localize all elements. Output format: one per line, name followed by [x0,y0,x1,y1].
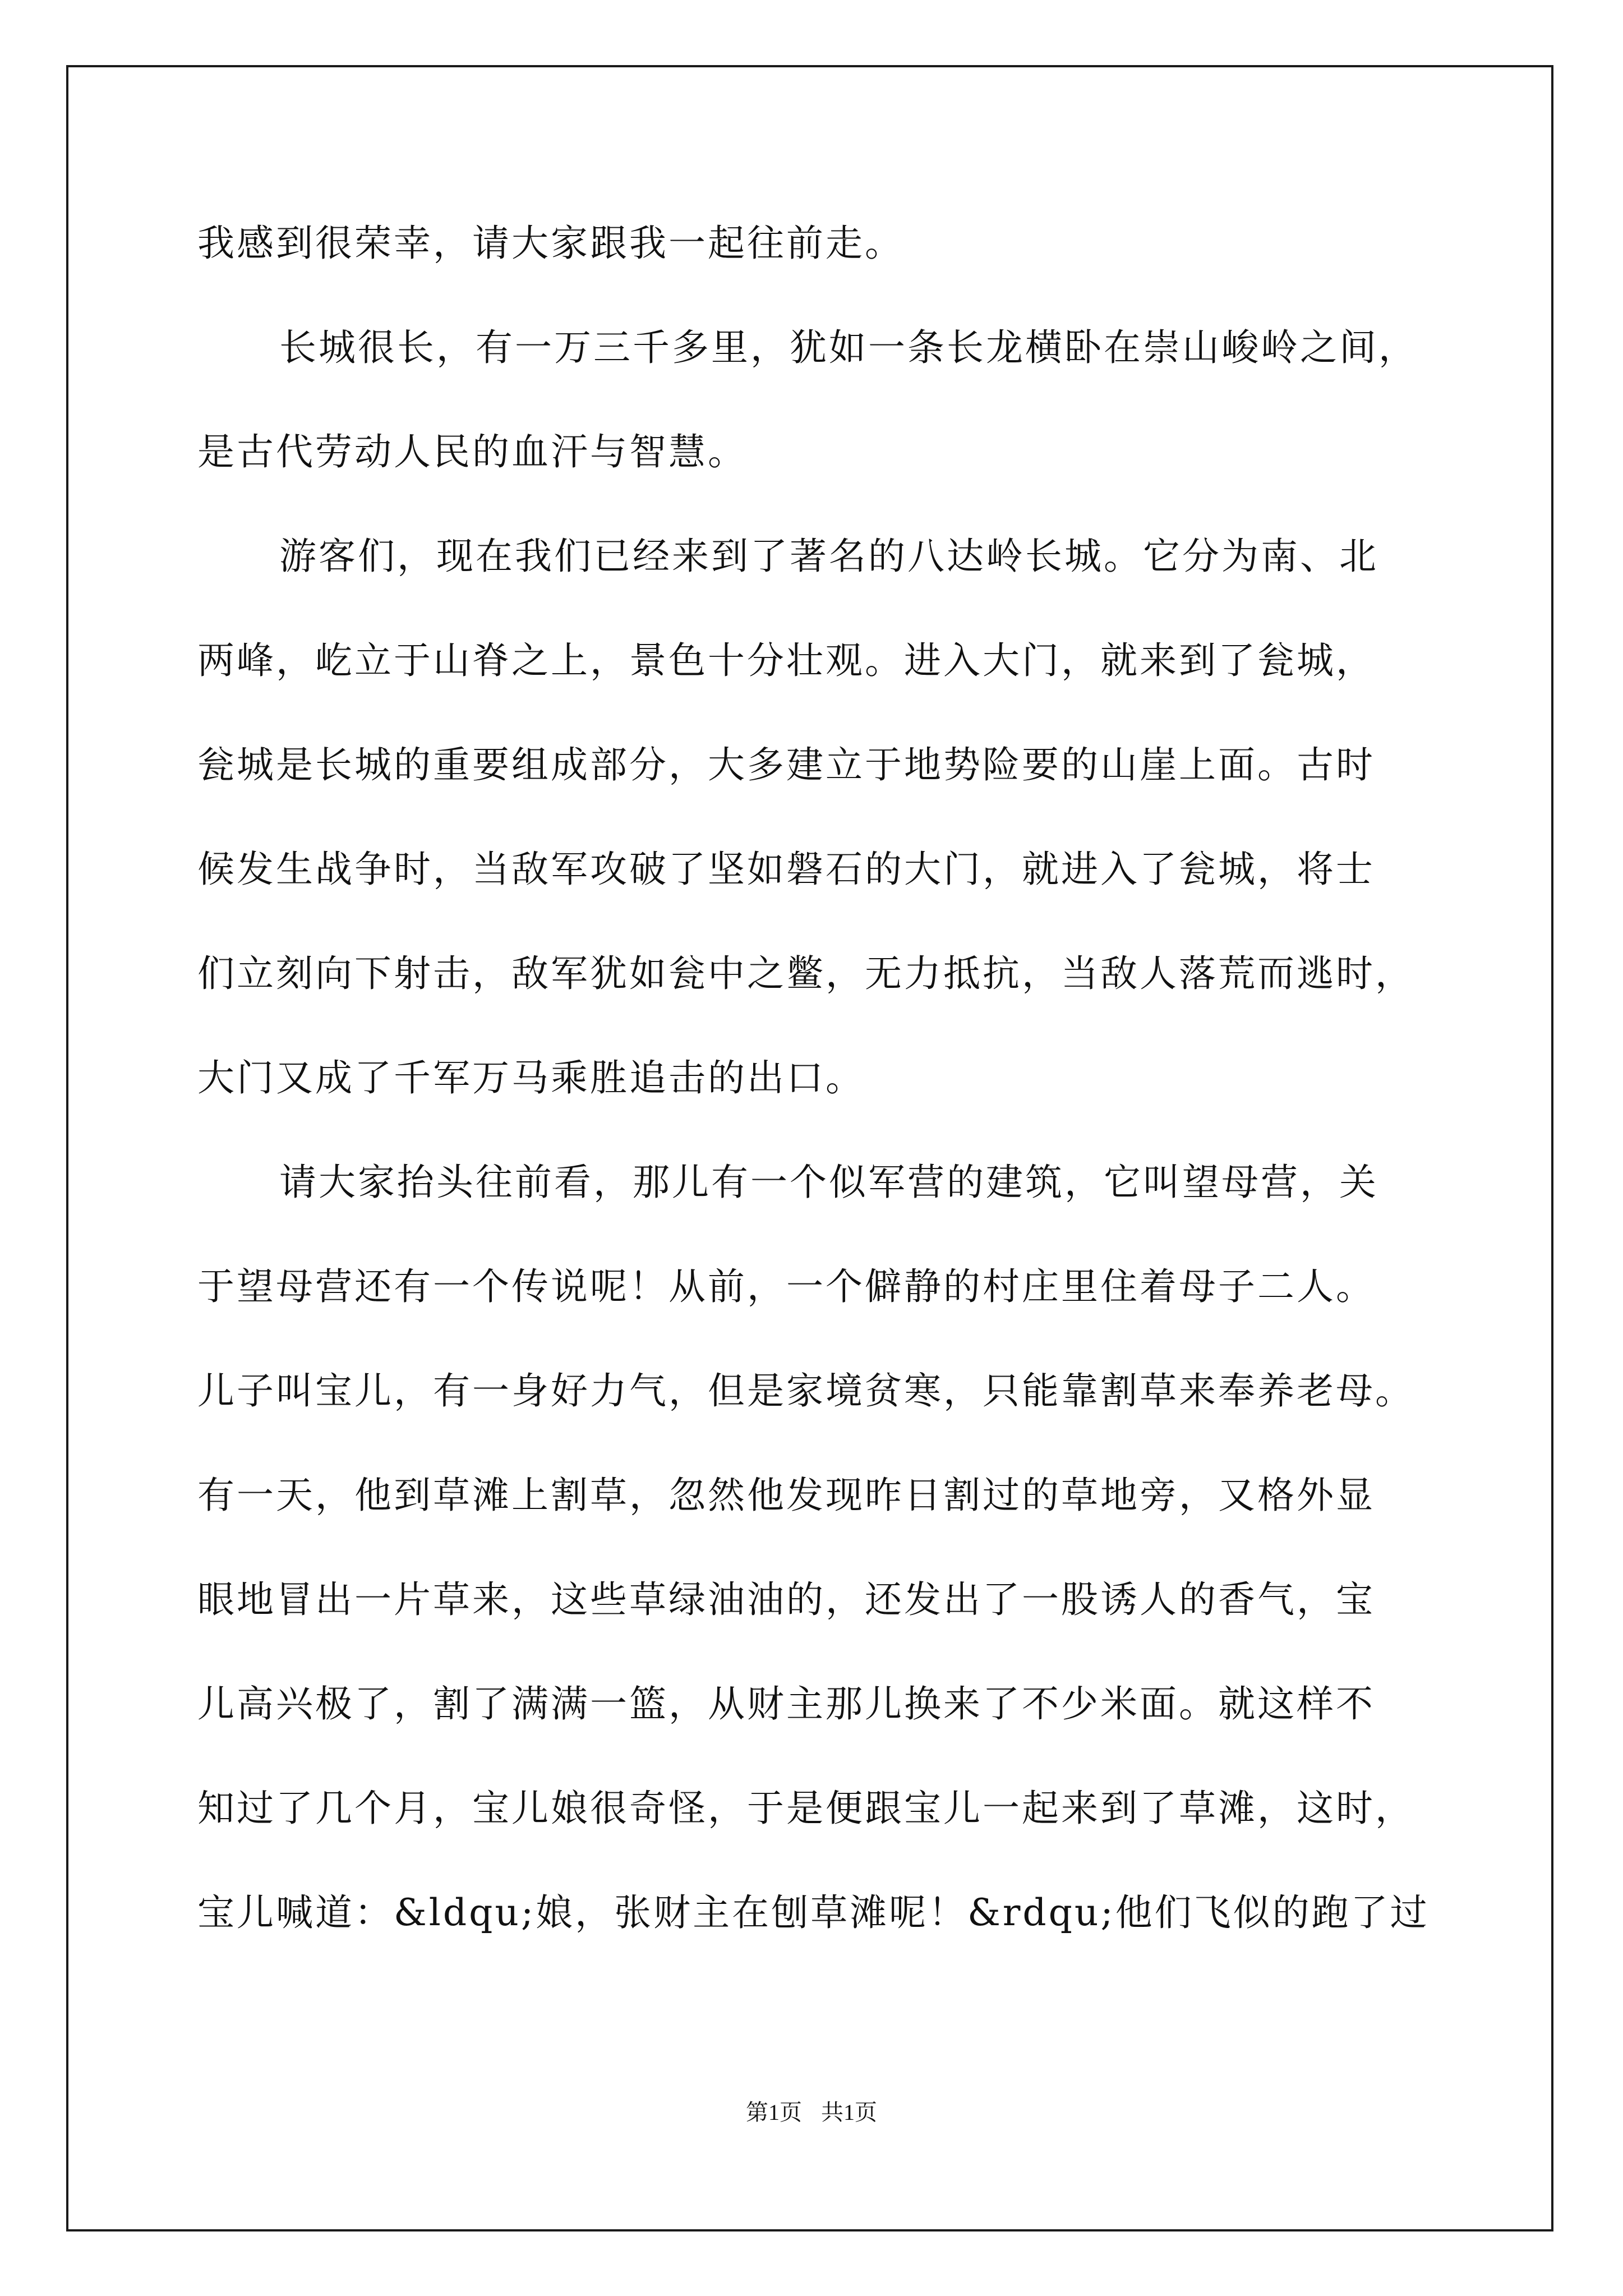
text-line: 于望母营还有一个传说呢！从前，一个僻静的村庄里住着母子二人。 [197,1265,1375,1308]
text-line: 们立刻向下射击，敌军犹如瓮中之鳖，无力抵抗，当敌人落荒而逃时， [197,952,1414,995]
text-line: 大门又成了千军万马乘胜追击的出口。 [197,1056,865,1099]
text-line: 两峰，屹立于山脊之上，景色十分壮观。进入大门，就来到了瓮城， [197,639,1375,682]
page-footer [0,2097,1623,2128]
text-line: 儿高兴极了，割了满满一篮，从财主那儿换来了不少米面。就这样不 [197,1682,1375,1726]
text-line: 候发生战争时，当敌军攻破了坚如磐石的大门，就进入了瓮城，将士 [197,848,1375,891]
text-line: 游客们，现在我们已经来到了著名的八达岭长城。它分为南、北 [279,535,1378,578]
text-line: 眼地冒出一片草来，这些草绿油油的，还发出了一股诱人的香气，宝 [197,1578,1375,1621]
page-number: 第1页 [746,2100,802,2125]
text-line: 我感到很荣幸，请大家跟我一起往前走。 [197,222,904,265]
text-line: 长城很长，有一万三千多里，犹如一条长龙横卧在崇山峻岭之间， [279,326,1418,369]
text-line: 知过了几个月，宝儿娘很奇怪，于是便跟宝儿一起来到了草滩，这时， [197,1787,1414,1830]
text-line: 是古代劳动人民的血汗与智慧。 [197,430,747,473]
text-line: 宝儿喊道：&ldqu;娘，张财主在刨草滩呢！&rdqu;他们飞似的跑了过 [197,1891,1430,1934]
text-line: 儿子叫宝儿，有一身好力气，但是家境贫寒，只能靠割草来奉养老母。 [197,1369,1414,1412]
text-line: 请大家抬头往前看，那儿有一个似军营的建筑，它叫望母营，关 [279,1161,1378,1204]
page-total: 共1页 [821,2100,877,2125]
text-line: 有一天，他到草滩上割草，忽然他发现昨日割过的草地旁，又格外显 [197,1474,1375,1517]
text-line: 瓮城是长城的重要组成部分，大多建立于地势险要的山崖上面。古时 [197,743,1375,786]
